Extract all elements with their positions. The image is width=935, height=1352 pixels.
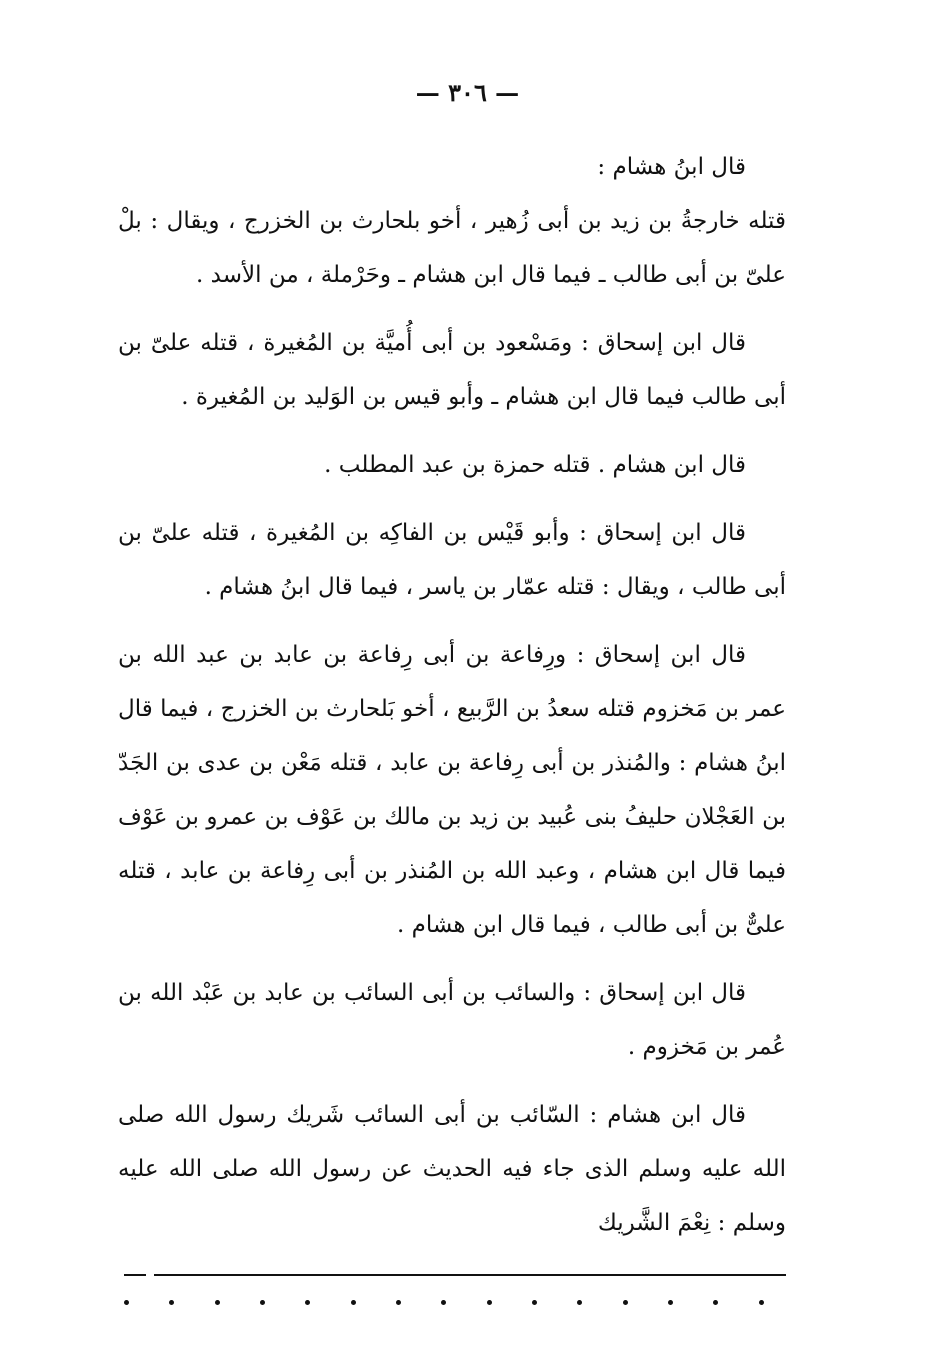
paragraph: قال ابن إسحاق : وأبو قَيْس بن الفاكِه بن المُغيرة ، قتله علىّ بن أبى طالب ، ويقال : قتله عمّار بن ياسر ، فيما قال ابنُ هشام . — [118, 520, 786, 600]
footer-dot — [124, 1300, 129, 1305]
paragraph: قال ابن إسحاق : ومَسْعود بن أبى أُميَّة بن المُغيرة ، قتله علىّ بن أبى طالب فيما قال ابن هشام ـ وأبو قيس بن الوَليد بن المُغيرة . — [118, 330, 786, 410]
footer-dot — [577, 1300, 582, 1305]
paragraph: قال ابن إسحاق : ورِفاعة بن أبى رِفاعة بن عابد بن عبد الله بن عمر بن مَخزوم قتله سعدُ بن الرَّبيع ، أخو بَلحارث بن الخزرج ، فيما قال ابنُ هشام : والمُنذر بن أبى رِفاعة بن عابد ، قتله مَعْن بن عدى بن الجَدّ بن العَجْلان حليفُ بنى عُبيد بن زيد بن مالك بن عَوْف بن عمرو بن عَوْف فيما قال ابن هشام ، وعبد الله بن المُنذر بن أبى رِفاعة بن عابد ، قتله علىٌّ بن أبى طالب ، فيما قال ابن هشام . — [118, 642, 786, 938]
footer-dot — [441, 1300, 446, 1305]
footer-dot — [260, 1300, 265, 1305]
footnote-divider-long — [154, 1274, 786, 1276]
paragraph-heading: قال ابنُ هشام : — [597, 154, 746, 180]
page-body — [118, 140, 786, 1264]
footer-dot — [351, 1300, 356, 1305]
footer-dot — [305, 1300, 310, 1305]
footer-dot — [215, 1300, 220, 1305]
paragraph: قال ابن هشام . قتله حمزة بن عبد المطلب . — [324, 452, 746, 478]
footer-dot-row — [124, 1290, 764, 1314]
footnote-divider-short — [124, 1274, 146, 1276]
footer-dot — [169, 1300, 174, 1305]
paragraph-continuation: قتله خارجةُ بن زيد بن أبى زُهير ، أخو بلحارث بن الخزرج ، ويقال : بلْ علىّ بن أبى طالب ـ فيما قال ابن هشام ـ وحَرْملة ، من الأسد . — [118, 208, 786, 288]
footer-dot — [623, 1300, 628, 1305]
footer-dot — [487, 1300, 492, 1305]
footer-dot — [759, 1300, 764, 1305]
footer-dot — [532, 1300, 537, 1305]
footer-dot — [713, 1300, 718, 1305]
footer-dot — [396, 1300, 401, 1305]
paragraph: قال ابن إسحاق : والسائب بن أبى السائب بن عابد بن عَبْد الله بن عُمر بن مَخزوم . — [118, 980, 786, 1060]
footer-dot — [668, 1300, 673, 1305]
page-number: — ٣٠٦ — — [415, 78, 520, 107]
paragraph: قال ابن هشام : السّائب بن أبى السائب شَريك رسول الله صلى الله عليه وسلم الذى جاء فيه الحديث عن رسول الله صلى الله عليه وسلم : نِعْمَ الشَّريك — [118, 1102, 786, 1236]
footnote-divider — [124, 1274, 786, 1276]
